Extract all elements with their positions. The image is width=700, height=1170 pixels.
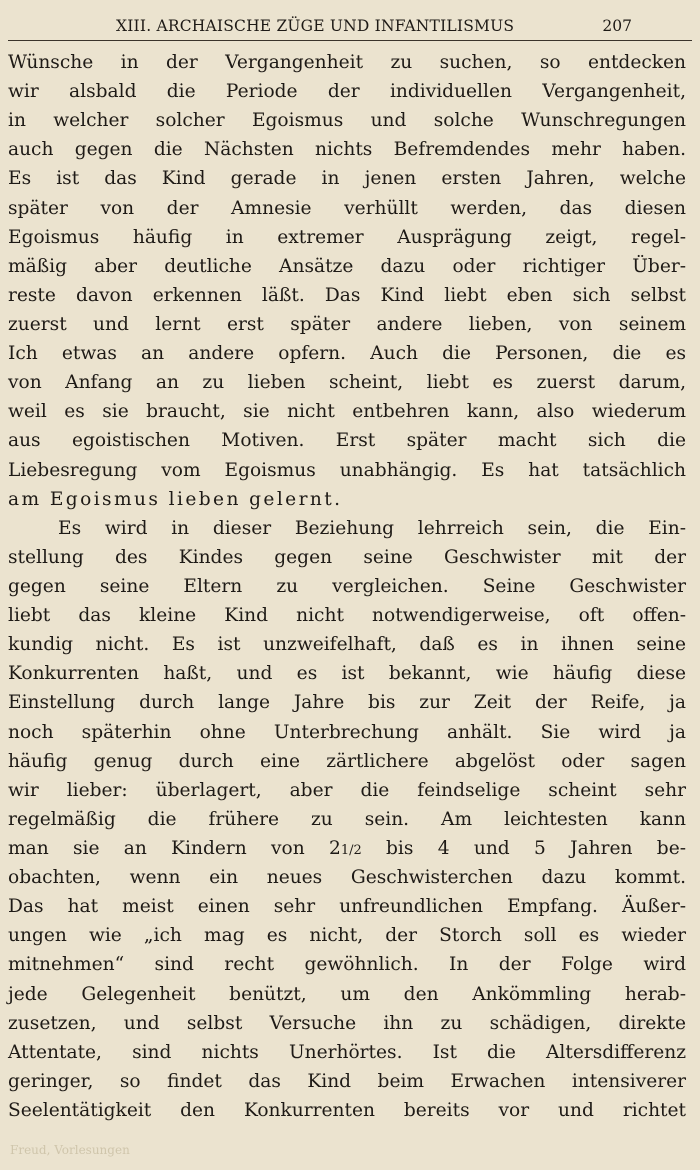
text-line: von Anfang an zu lieben scheint, liebt es zuerst darum, (8, 372, 686, 394)
text-line: mitnehmen“ sind recht gewöhnlich. In der Folge wird (8, 954, 686, 976)
text-line: noch späterhin ohne Unterbrechung anhält. Sie wird ja (8, 721, 686, 743)
body-text (8, 48, 686, 1125)
text-line: regelmäßig die frühere zu sein. Am leichtesten kann (8, 808, 686, 830)
text-line: wir alsbald die Periode der individuellen Vergangenheit, (8, 81, 686, 103)
text-line: Das hat meist einen sehr unfreundlichen Empfang. Äußer- (8, 896, 686, 918)
text-line: gegen seine Eltern zu vergleichen. Seine Geschwister (8, 575, 686, 597)
text-line: in welcher solcher Egoismus und solche Wunschregungen (8, 110, 686, 132)
text-line: häufig genug durch eine zärtlichere abgelöst oder sagen (8, 750, 686, 772)
text-line: stellung des Kindes gegen seine Geschwister mit der (8, 546, 686, 568)
text-line: Einstellung durch lange Jahre bis zur Zeit der Reife, ja (8, 692, 686, 714)
text-line: aus egoistischen Motiven. Erst später macht sich die (8, 430, 686, 452)
text-line: reste davon erkennen läßt. Das Kind liebt eben sich selbst (8, 284, 686, 306)
text-line: liebt das kleine Kind nicht notwendigerweise, oft offen- (8, 605, 686, 627)
text-line: mäßig aber deutliche Ansätze dazu oder richtiger Über- (8, 255, 686, 277)
page-number: 207 (602, 17, 632, 35)
text-line: zusetzen, und selbst Versuche ihn zu schädigen, direkte (8, 1012, 686, 1034)
running-header (8, 10, 692, 41)
paragraph-start-line: Es wird in dieser Beziehung lehrreich sein, die Ein- (58, 517, 686, 539)
text-line: jede Gelegenheit benützt, um den Ankömmling herab- (8, 983, 686, 1005)
text-line: Konkurrenten haßt, und es ist bekannt, wie häufig diese (8, 663, 686, 685)
text-line: obachten, wenn ein neues Geschwisterchen dazu kommt. (8, 867, 686, 889)
text-line: Seelentätigkeit den Konkurrenten bereits vor und richtet (8, 1099, 686, 1121)
faded-footer-mark: Freud, Vorlesungen (10, 1143, 130, 1157)
text-line-with-fraction (8, 834, 686, 863)
text-line: geringer, so findet das Kind beim Erwachen intensiverer (8, 1070, 686, 1092)
text-line: später von der Amnesie verhüllt werden, das diesen (8, 197, 686, 219)
text-line: am Egoismus lieben gelernt. (8, 488, 343, 510)
text-line: auch gegen die Nächsten nichts Befremdendes mehr haben. (8, 139, 686, 161)
text-line: Liebesregung vom Egoismus unabhängig. Es hat tatsächlich (8, 459, 686, 481)
text-line: wir lieber: überlagert, aber die feindselige scheint sehr (8, 779, 686, 801)
text-line: Wünsche in der Vergangenheit zu suchen, so entdecken (8, 52, 686, 73)
text-line: Ich etwas an andere opfern. Auch die Personen, die es (8, 343, 686, 365)
text-line: Es ist das Kind gerade in jenen ersten Jahren, welche (8, 168, 686, 190)
text-segment: man sie an Kindern von 2 (8, 837, 341, 859)
text-line: Attentate, sind nichts Unerhörtes. Ist die Altersdifferenz (8, 1041, 686, 1063)
text-line: ungen wie „ich mag es nicht, der Storch soll es wieder (8, 925, 686, 947)
text-line: zuerst und lernt erst später andere lieben, von seinem (8, 313, 686, 335)
text-line: kundig nicht. Es ist unzweifelhaft, daß es in ihnen seine (8, 634, 686, 656)
text-line: Egoismus häufig in extremer Ausprägung zeigt, regel- (8, 226, 686, 248)
fraction: 1/2 (340, 842, 362, 858)
running-title: XIII. ARCHAISCHE ZÜGE UND INFANTILISMUS (116, 17, 515, 35)
text-line: weil es sie braucht, sie nicht entbehren kann, also wiederum (8, 401, 686, 423)
text-segment: bis 4 und 5 Jahren be- (386, 837, 686, 859)
